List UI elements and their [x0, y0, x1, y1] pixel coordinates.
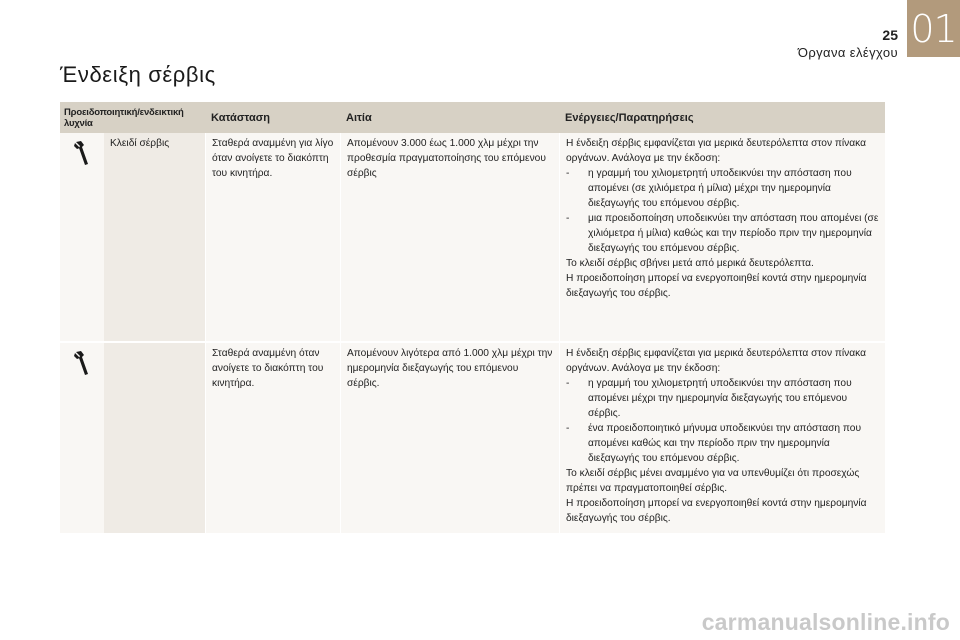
table-row [60, 133, 885, 343]
bullet-text: η γραμμή του χιλιομετρητή υποδεικνύει την απόσταση που απομένει (σε χιλιόμετρα ή μίλια) μέχρι την ημερομηνία διεξαγωγής του επόμενου σέρβις. [588, 168, 852, 209]
wrench-icon [71, 349, 93, 379]
header-state: Κατάσταση [211, 111, 270, 124]
bullet-text: η γραμμή του χιλιομετρητή υποδεικνύει την απόσταση που απομένει μέχρι την ημερομηνία διεξαγωγής του επόμενου σέρβις. [588, 378, 852, 419]
page-number: 25 [882, 27, 898, 43]
table-body [60, 133, 885, 535]
state-text: Σταθερά αναμμένη όταν ανοίγετε το διακόπτη του κινητήρα. [205, 343, 340, 533]
wrench-icon [71, 139, 93, 169]
bullet-text: ένα προειδοποιητικό μήνυμα υποδεικνύει την απόσταση που απομένει καθώς και την περίοδο πριν την ημερομηνία διεξαγωγής του επόμενου σέρβις. [588, 423, 862, 464]
header-cause: Αιτία [346, 111, 372, 124]
header-action: Ενέργειες/Παρατηρήσεις [565, 111, 694, 124]
lamp-icon-cell [60, 343, 104, 533]
cause-text: Απομένουν 3.000 έως 1.000 χλμ μέχρι την προθεσμία πραγματοποίησης του επόμενου σέρβις [340, 133, 559, 341]
list-item [566, 376, 879, 421]
header-lamp: Προειδοποιητική/ενδεικτική λυχνία [64, 106, 184, 129]
chapter-number-badge: 01 [907, 0, 960, 57]
state-text: Σταθερά αναμμένη για λίγο όταν ανοίγετε το διακόπτη του κινητήρα. [205, 133, 340, 341]
table-row [60, 343, 885, 535]
action-note: Η προειδοποίηση μπορεί να ενεργοποιηθεί κοντά στην ημερομηνία διεξαγωγής του σέρβις. [566, 498, 867, 524]
table-header [60, 102, 885, 133]
cause-text: Απομένουν λιγότερα από 1.000 χλμ μέχρι την ημερομηνία διεξαγωγής του επόμενου σέρβις. [340, 343, 559, 533]
action-intro: Η ένδειξη σέρβις εμφανίζεται για μερικά δευτερόλεπτα στον πίνακα οργάνων. Ανάλογα με την έκδοση: [566, 138, 867, 164]
watermark: carmanualsonline.info [701, 609, 950, 635]
action-text [559, 343, 885, 533]
bullet-dash: - [566, 378, 570, 389]
bullet-dash: - [566, 213, 570, 224]
warning-lamp-table [60, 102, 885, 535]
list-item [566, 166, 879, 211]
chapter-title: Όργανα ελέγχου [797, 45, 898, 60]
page-title: Ένδειξη σέρβις [60, 62, 216, 87]
bullet-dash: - [566, 423, 570, 434]
lamp-name-continued [104, 343, 205, 533]
bullet-text: μια προειδοποίηση υποδεικνύει την απόσταση που απομένει (σε χιλιόμετρα ή μίλια) καθώς και την περίοδο πριν την ημερομηνία διεξαγωγής του επόμενου σέρβις. [588, 213, 879, 254]
action-text [559, 133, 885, 341]
list-item [566, 421, 879, 466]
action-note: Η προειδοποίηση μπορεί να ενεργοποιηθεί κοντά στην ημερομηνία διεξαγωγής του σέρβις. [566, 273, 867, 299]
bullet-dash: - [566, 168, 570, 179]
action-intro: Η ένδειξη σέρβις εμφανίζεται για μερικά δευτερόλεπτα στον πίνακα οργάνων. Ανάλογα με την έκδοση: [566, 348, 867, 374]
lamp-icon-cell [60, 133, 104, 341]
action-note: Το κλειδί σέρβις σβήνει μετά από μερικά δευτερόλεπτα. [566, 258, 814, 269]
action-note: Το κλειδί σέρβις μένει αναμμένο για να υπενθυμίζει ότι προσεχώς πρέπει να πραγματοποιηθεί σέρβις. [566, 468, 860, 494]
list-item [566, 211, 879, 256]
lamp-name: Κλειδί σέρβις [104, 133, 205, 341]
